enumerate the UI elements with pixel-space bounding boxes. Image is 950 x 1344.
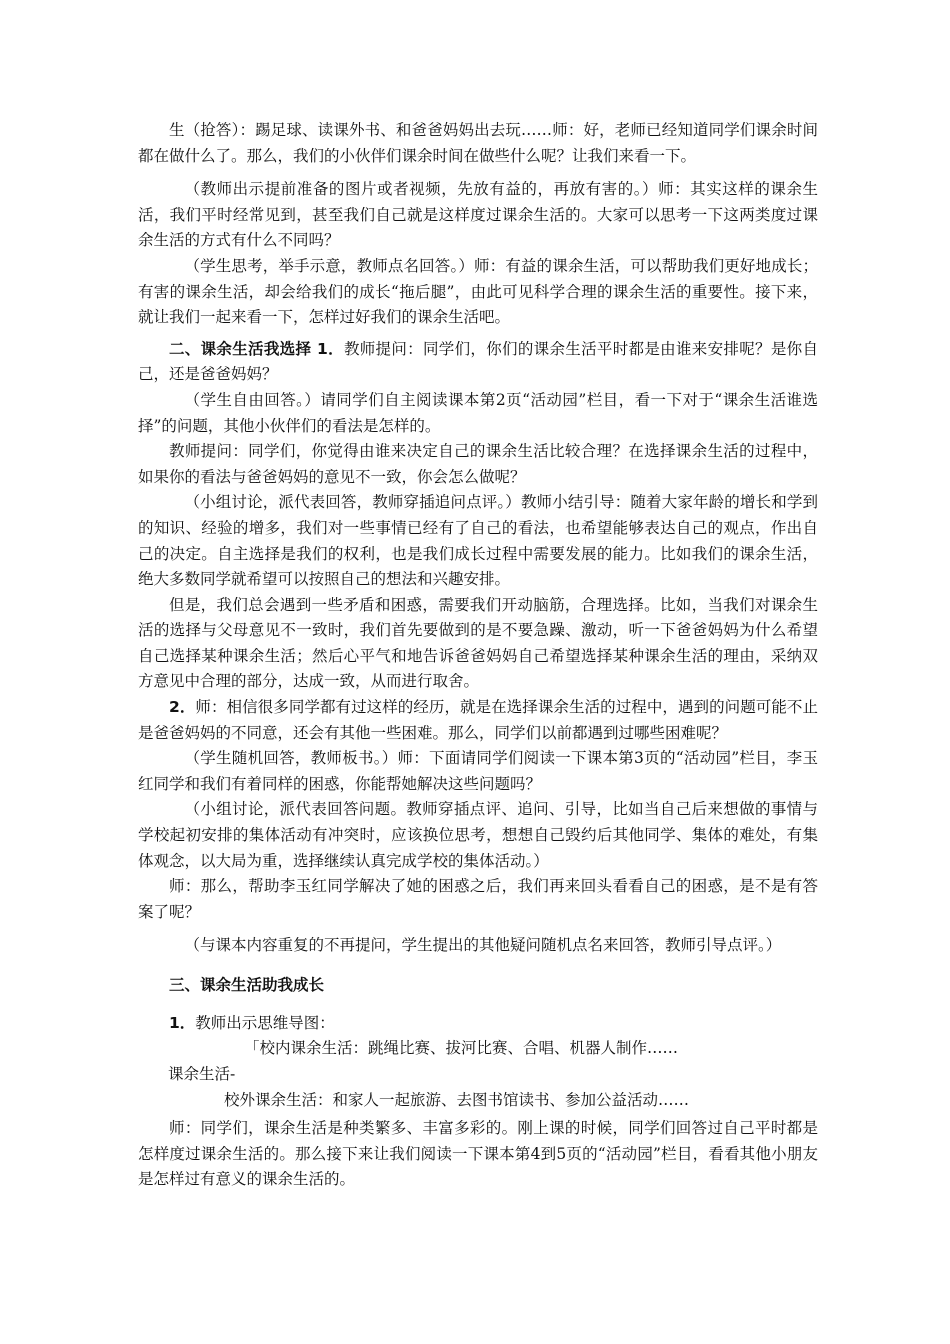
mind-map	[138, 1036, 818, 1116]
paragraph-student-answer: 生（抢答）：踢足球、读课外书、和爸爸妈妈出去玩……师：好，老师已经知道同学们课余时间都在做什么了。那么，我们的小伙伴们课余时间在做些什么呢？让我们来看一下。	[138, 121, 818, 165]
paragraph-closing: 师：同学们，课余生活是种类繁多、丰富多彩的。刚上课的时候，同学们回答过自己平时都是怎样度过课余生活的。那么接下来让我们阅读一下课本第4到5页的“活动园”栏目，看看其他小朋友是怎样过有意义的课余生活的。	[138, 1119, 818, 1189]
section-three-heading: 三、课余生活助我成长	[169, 976, 325, 994]
mind-map-root: 课余生活-	[168, 1065, 236, 1084]
item-one-text: 教师出示思维导图：	[195, 1013, 335, 1032]
paragraph-item-two	[138, 695, 818, 746]
section-two-intro	[138, 337, 818, 388]
paragraph-teacher-followup: 师：那么，帮助李玉红同学解决了她的困惑之后，我们再来回头看看自己的困惑，是不是有答案了呢？	[138, 877, 818, 921]
paragraph-random-answer: （学生随机回答，教师板书。）师：下面请同学们阅读一下课本第3页的“活动园”栏目，李玉红同学和我们有着同样的困惑，你能帮她解决这些问题吗？	[138, 749, 818, 793]
paragraph-teacher-question: 教师提问：同学们，你觉得由谁来决定自己的课余生活比较合理？在选择课余生活的过程中，如果你的看法与爸爸妈妈的意见不一致，你会怎么做呢？	[138, 442, 818, 486]
paragraph-group-answer: （小组讨论，派代表回答问题。教师穿插点评、追问、引导，比如当自己后来想做的事情与学校起初安排的集体活动有冲突时，应该换位思考，想想自己毁约后其他同学、集体的难处，有集体观念，以大局为重，选择继续认真完成学校的集体活动。）	[138, 800, 818, 870]
paragraph-free-answer: （学生自由回答。）请同学们自主阅读课本第2页“活动园”栏目，看一下对于“课余生活谁选择”的问题，其他小伙伴们的看法是怎样的。	[138, 390, 818, 435]
paragraph-no-repeat: （与课本内容重复的不再提问，学生提出的其他疑问随机点名来回答，教师引导点评。）	[184, 936, 782, 955]
item-one-number: 1．	[169, 1013, 196, 1032]
item-two-number: 2．	[169, 698, 196, 717]
paragraph-students-think: （学生思考，举手示意，教师点名回答。）师：有益的课余生活，可以帮助我们更好地成长；有害的课余生活，却会给我们的成长“拖后腿”，由此可见科学合理的课余生活的重要性。接下来，就让我们一起来看一下，怎样过好我们的课余生活吧。	[138, 256, 818, 327]
paragraph-group-discussion: （小组讨论，派代表回答，教师穿插追问点评。）教师小结引导：随着大家年龄的增长和学到的知识、经验的增多，我们对一些事情已经有了自己的看法，也希望能够表达自己的观点，作出自己的决定。自主选择是我们的权利，也是我们成长过程中需要发展的能力。比如我们的课余生活，绝大多数同学就希望可以按照自己的想法和兴趣安排。	[138, 493, 818, 589]
section-two-heading: 二、课余生活我选择 1．	[169, 339, 344, 358]
mind-map-school-branch: 「校内课余生活：跳绳比赛、拔河比赛、合唱、机器人制作……	[244, 1039, 679, 1058]
paragraph-teacher-shows-media: （教师出示提前准备的图片或者视频，先放有益的，再放有害的。）师：其实这样的课余生活，我们平时经常见到，甚至我们自己就是这样度过课余生活的。大家可以思考一下这两类度过课余生活的方式有什么不同吗？	[138, 180, 818, 250]
paragraph-contradictions: 但是，我们总会遇到一些矛盾和困惑，需要我们开动脑筋，合理选择。比如，当我们对课余生活的选择与父母意见不一致时，我们首先要做到的是不要急躁、激动，听一下爸爸妈妈为什么希望自己选择某种课余生活；然后心平气和地告诉爸爸妈妈自己希望选择某种课余生活的理由，采纳双方意见中合理的部分，达成一致，从而进行取舍。	[138, 595, 818, 691]
paragraph-item-one	[138, 1011, 818, 1037]
mind-map-outside-branch: 校外课余生活：和家人一起旅游、去图书馆读书、参加公益活动……	[224, 1091, 690, 1110]
item-two-text: 师：相信很多同学都有过这样的经历，就是在选择课余生活的过程中，遇到的问题可能不止是爸爸妈妈的不同意，还会有其他一些困难。那么，同学们以前都遇到过哪些困难呢？	[138, 698, 818, 742]
document-body	[138, 118, 818, 1193]
section-two-question: 教师提问：同学们，你们的课余生活平时都是由谁来安排呢？是你自己，还是爸爸妈妈？	[138, 339, 818, 384]
